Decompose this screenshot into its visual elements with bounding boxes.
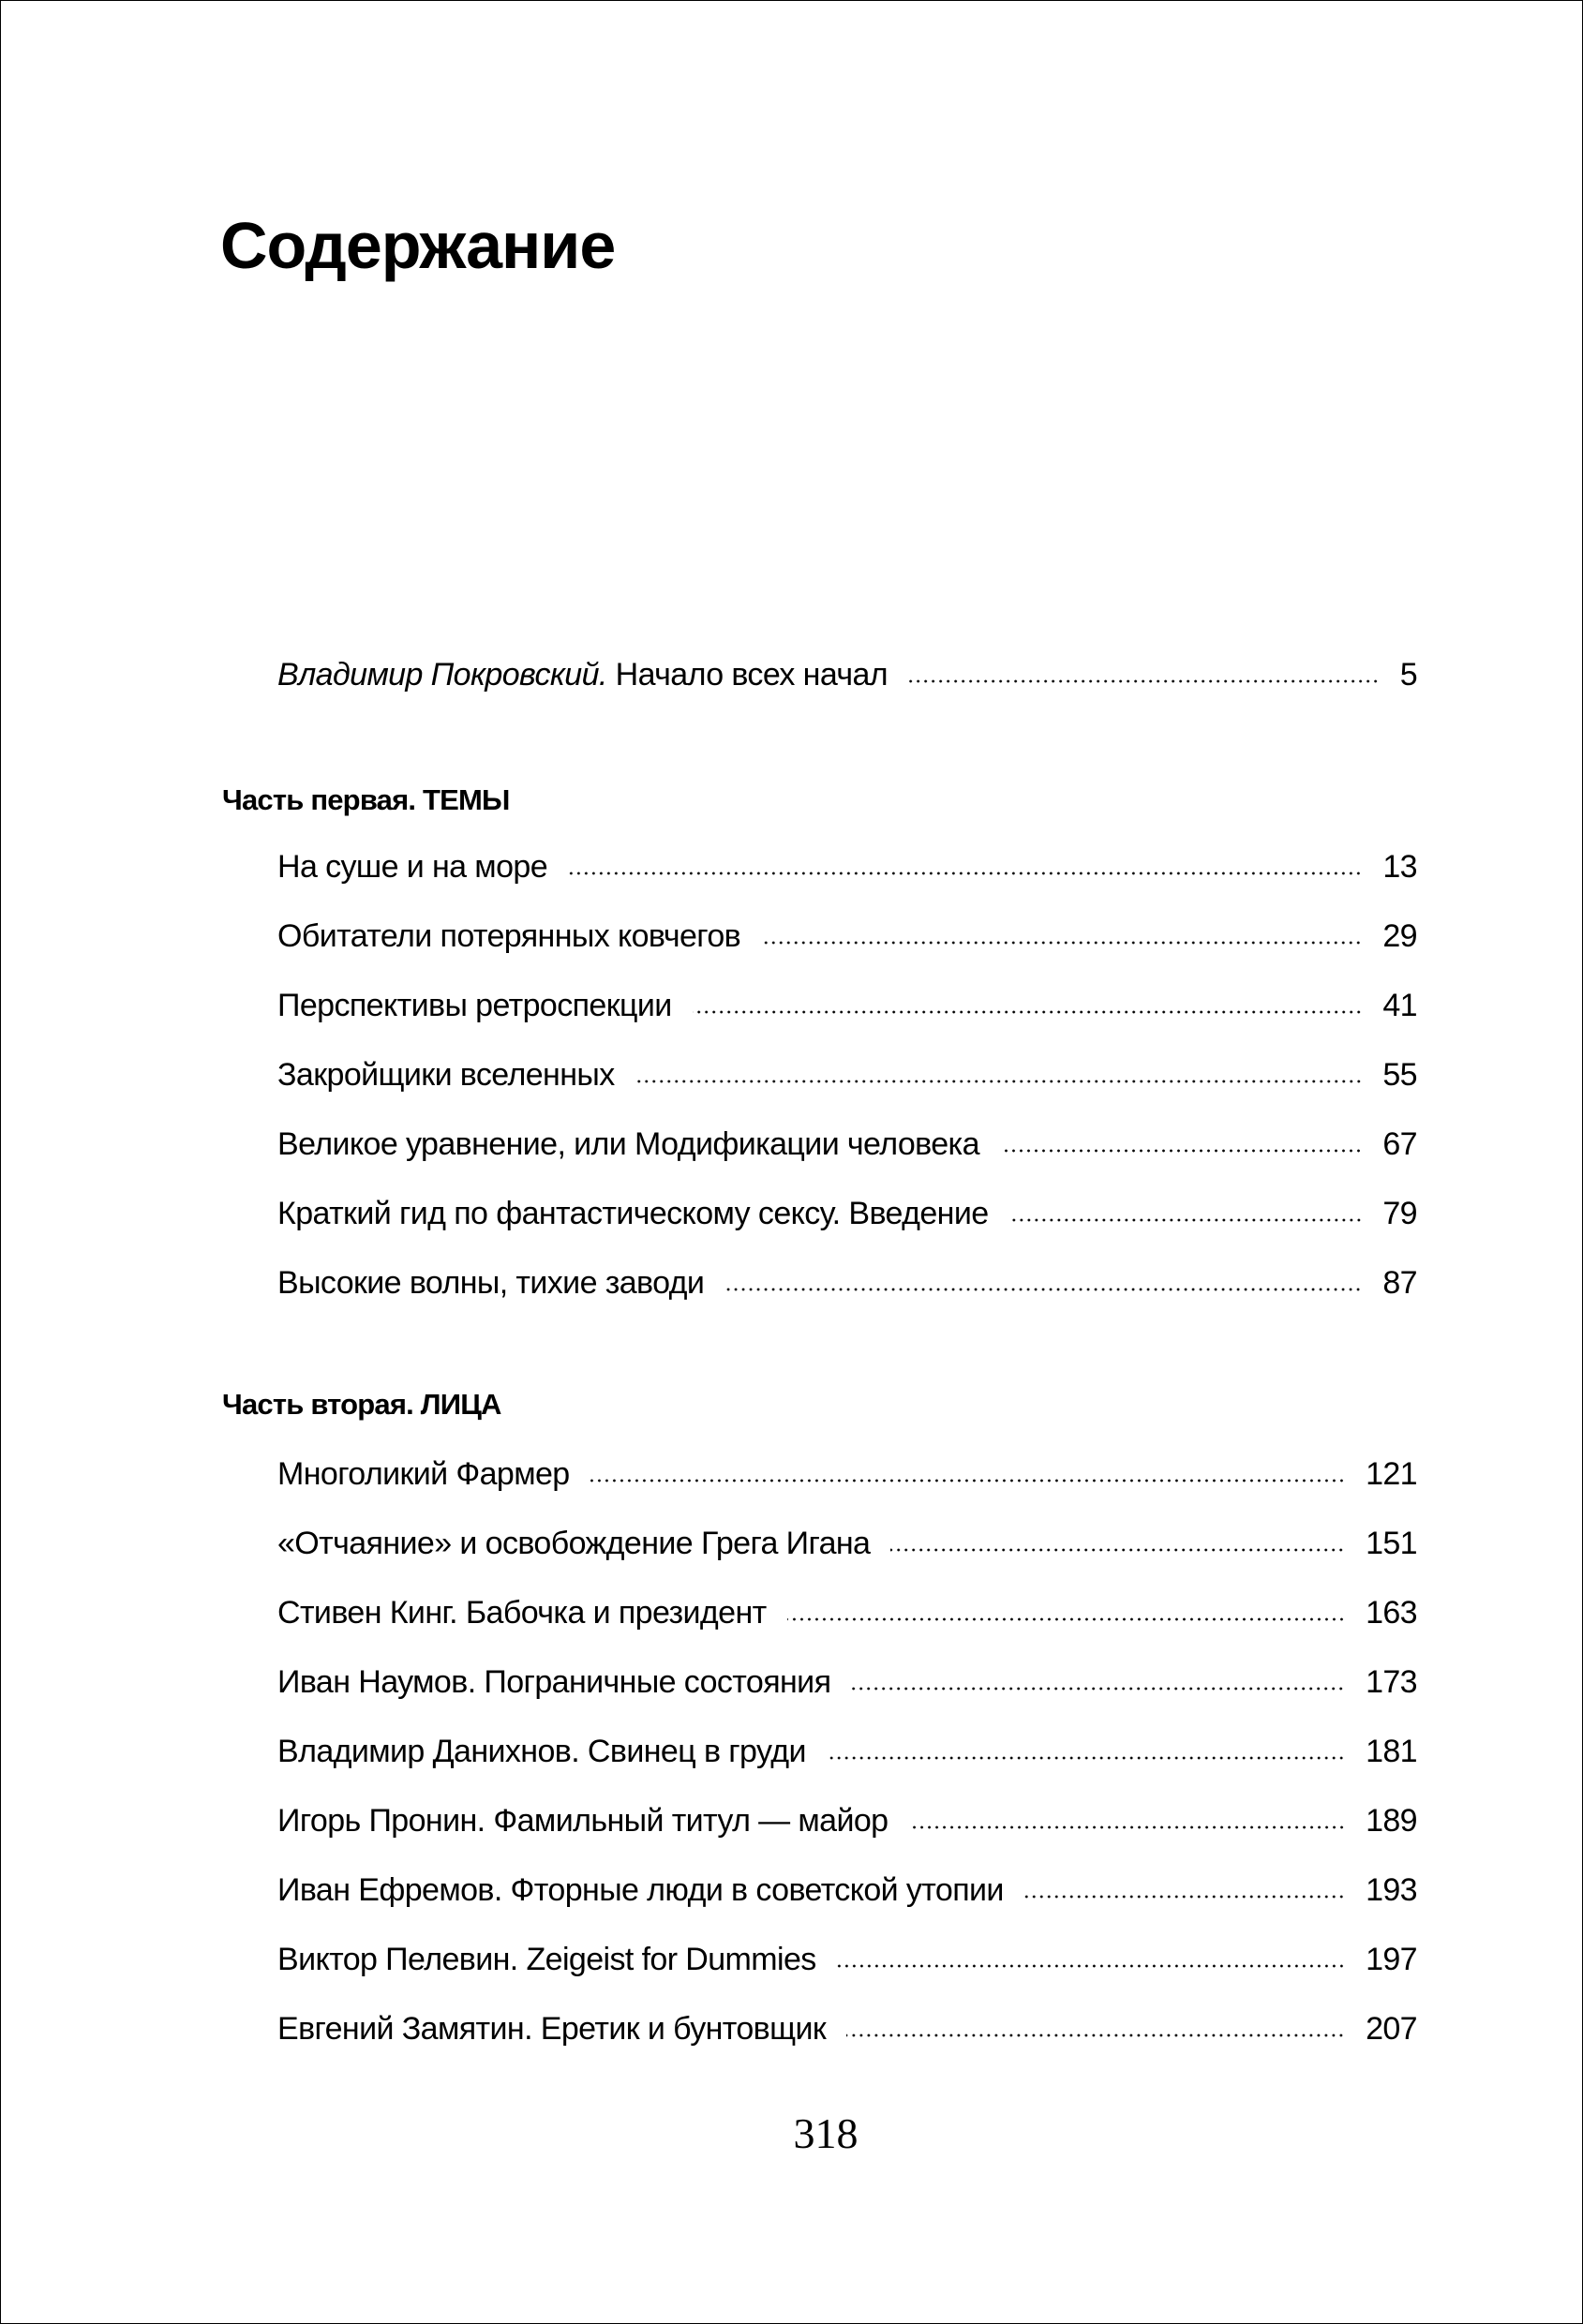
toc-entry-intro[interactable] xyxy=(277,651,1417,698)
entry-page: 189 xyxy=(1366,1803,1417,1839)
entry-page: 163 xyxy=(1366,1595,1417,1631)
entry-title: Обитатели потерянных ковчегов xyxy=(277,918,741,954)
toc-entry[interactable] xyxy=(277,1867,1417,1914)
toc-entry[interactable] xyxy=(277,1190,1417,1237)
entry-title: Евгений Замятин. Еретик и бунтовщик xyxy=(277,2011,827,2047)
entry-title: Перспективы ретроспекции xyxy=(277,988,672,1023)
dot-leader xyxy=(909,1825,1346,1829)
entry-title: Многоликий Фармер xyxy=(277,1456,570,1492)
toc-entry[interactable] xyxy=(277,1259,1417,1306)
toc-entry[interactable] xyxy=(277,2005,1417,2052)
dot-leader xyxy=(635,1080,1363,1083)
entry-page: 67 xyxy=(1382,1126,1417,1162)
dot-leader xyxy=(761,941,1362,945)
part-heading: Часть вторая. ЛИЦА xyxy=(222,1388,501,1421)
entry-title: Игорь Пронин. Фамильный титул — майор xyxy=(277,1803,889,1839)
toc-entry[interactable] xyxy=(277,1659,1417,1706)
entry-page: 197 xyxy=(1366,1942,1417,1977)
entry-page: 181 xyxy=(1366,1734,1417,1769)
entry-page: 193 xyxy=(1366,1872,1417,1908)
toc-entry[interactable] xyxy=(277,1797,1417,1844)
entry-page: 79 xyxy=(1382,1196,1417,1231)
entry-title: Иван Наумов. Пограничные состояния xyxy=(277,1664,831,1700)
entry-title: Владимир Данихнов. Свинец в груди xyxy=(277,1734,806,1769)
page-number: 318 xyxy=(793,2109,859,2157)
part-heading: Часть первая. ТЕМЫ xyxy=(222,783,510,816)
entry-author: Владимир Покровский. xyxy=(277,657,607,693)
entry-page: 121 xyxy=(1366,1456,1417,1492)
dot-leader xyxy=(1009,1218,1363,1222)
dot-leader xyxy=(590,1479,1345,1482)
toc-entry[interactable] xyxy=(277,1451,1417,1497)
dot-leader xyxy=(693,1010,1363,1014)
entry-page: 5 xyxy=(1399,657,1417,693)
entry-title: Великое уравнение, или Модификации человека xyxy=(277,1126,979,1162)
entry-title: Стивен Кинг. Бабочка и президент xyxy=(277,1595,767,1631)
entry-page: 41 xyxy=(1382,988,1417,1023)
entry-title: «Отчаяние» и освобождение Грега Игана xyxy=(277,1526,871,1561)
dot-leader xyxy=(846,2034,1345,2037)
entry-page: 87 xyxy=(1382,1265,1417,1301)
entry-title: Иван Ефремов. Фторные люди в советской утопии xyxy=(277,1872,1004,1908)
entry-title: На суше и на море xyxy=(277,849,548,885)
entry-page: 13 xyxy=(1382,849,1417,885)
entry-title: Виктор Пелевин. Zeigeist for Dummies xyxy=(277,1942,816,1977)
toc-entry[interactable] xyxy=(277,982,1417,1029)
dot-leader xyxy=(568,872,1362,875)
toc-entry[interactable] xyxy=(277,1121,1417,1168)
toc-entry[interactable] xyxy=(277,1936,1417,1983)
entry-title: Закройщики вселенных xyxy=(277,1057,615,1093)
toc-entry[interactable] xyxy=(277,1520,1417,1567)
entry-page: 29 xyxy=(1382,918,1417,954)
dot-leader xyxy=(1000,1149,1362,1153)
dot-leader xyxy=(724,1288,1362,1291)
entry-title: Высокие волны, тихие заводи xyxy=(277,1265,705,1301)
dot-leader xyxy=(890,1548,1345,1552)
toc-entry[interactable] xyxy=(277,843,1417,890)
entry-page: 151 xyxy=(1366,1526,1417,1561)
dot-leader xyxy=(827,1756,1345,1760)
toc-entry[interactable] xyxy=(277,913,1417,960)
entry-page: 207 xyxy=(1366,2011,1417,2047)
entry-title: Краткий гид по фантастическому сексу. Введение xyxy=(277,1196,989,1231)
dot-leader xyxy=(908,679,1380,683)
entry-title: Начало всех начал xyxy=(615,657,889,693)
dot-leader xyxy=(851,1687,1345,1691)
entry-page: 173 xyxy=(1366,1664,1417,1700)
dot-leader xyxy=(787,1617,1345,1621)
toc-entry[interactable] xyxy=(277,1051,1417,1098)
toc-entry[interactable] xyxy=(277,1728,1417,1775)
dot-leader xyxy=(1024,1895,1345,1899)
page-title: Содержание xyxy=(220,209,616,282)
dot-leader xyxy=(837,1964,1345,1968)
entry-page: 55 xyxy=(1382,1057,1417,1093)
toc-entry[interactable] xyxy=(277,1589,1417,1636)
